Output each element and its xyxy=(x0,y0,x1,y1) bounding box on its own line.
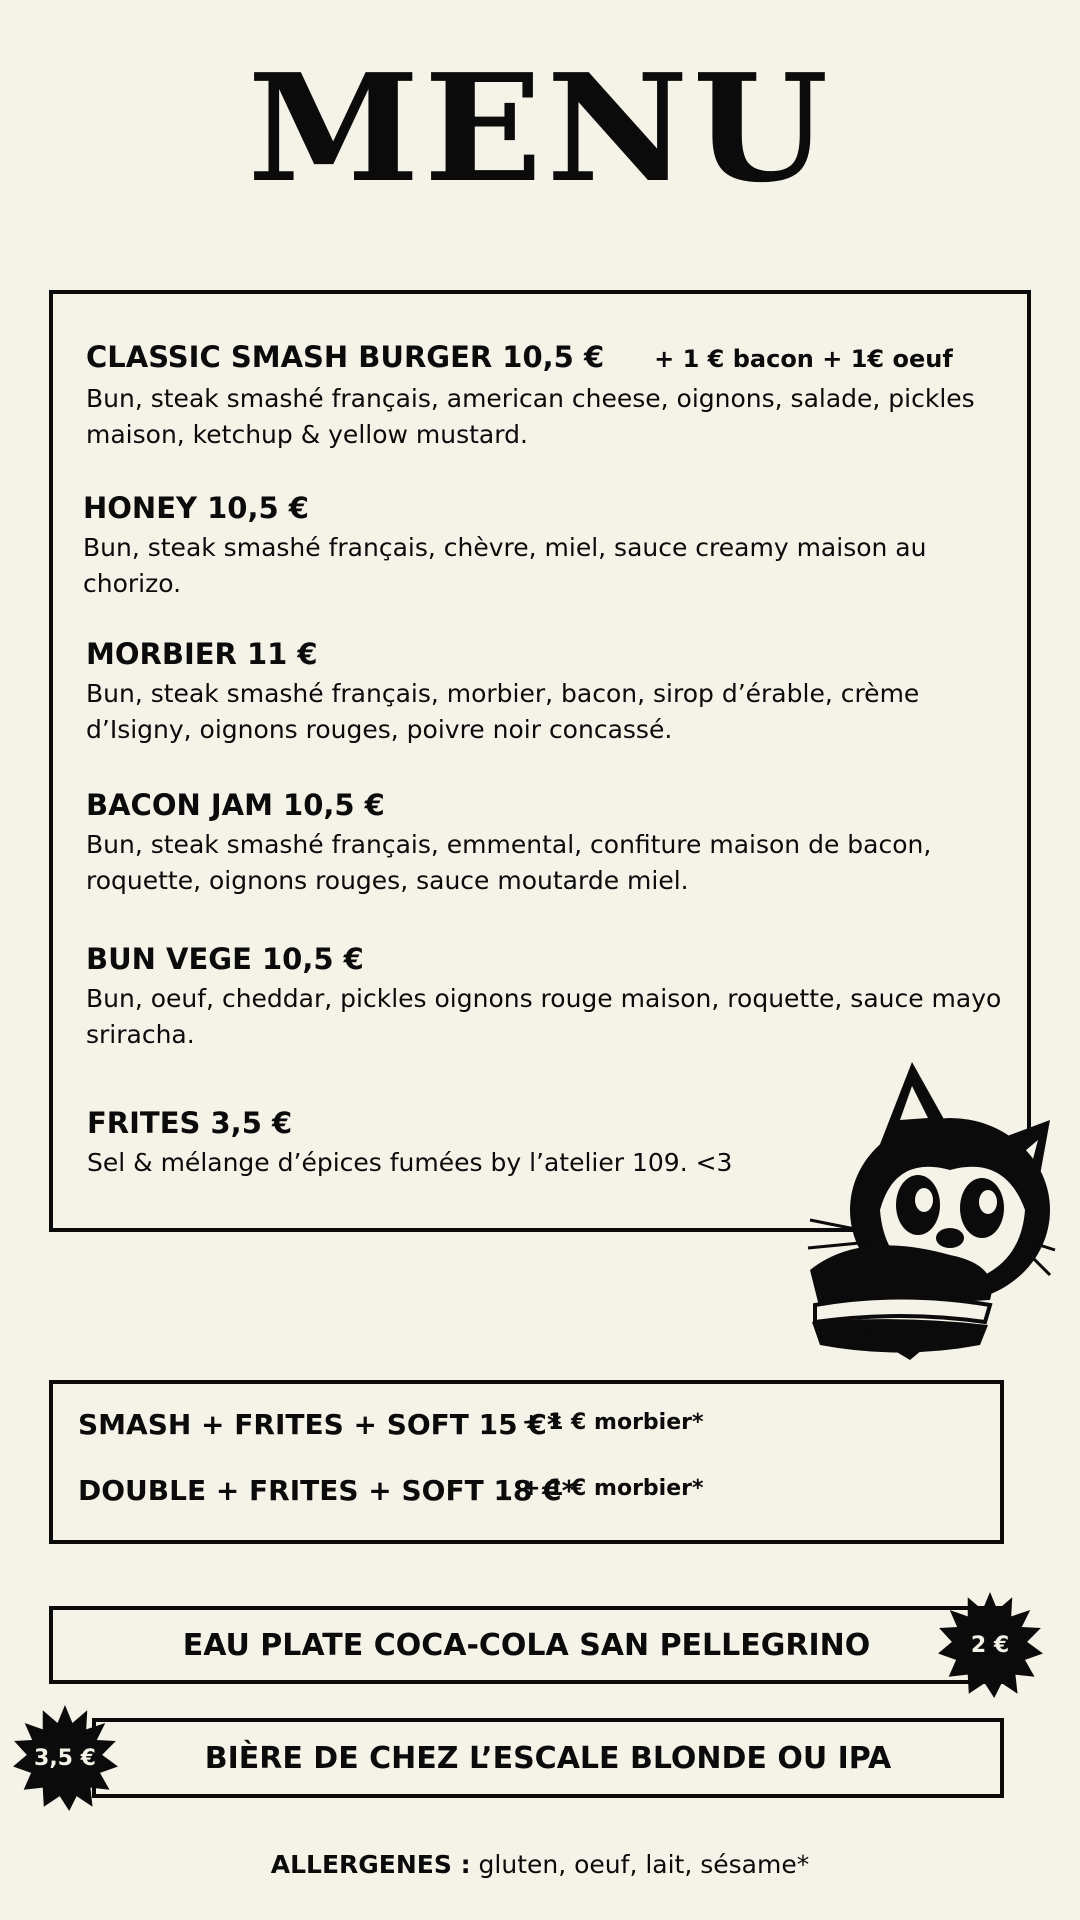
drinks-list: EAU PLATE COCA-COLA SAN PELLEGRINO xyxy=(182,1627,871,1663)
menu-item-description: Bun, steak smashé français, morbier, bacon, sirop d’érable, crème d’Isigny, oignons rouges, poivre noir concassé. xyxy=(86,679,920,744)
price-badge-drinks xyxy=(937,1592,1043,1698)
menu-item-extras: + 1 € bacon + 1€ oeuf xyxy=(654,345,953,373)
beer-text: BIÈRE DE CHEZ L’ESCALE BLONDE OU IPA xyxy=(204,1740,892,1776)
allergens-text: gluten, oeuf, lait, sésame* xyxy=(478,1850,810,1879)
formula-row xyxy=(78,1408,704,1441)
menu-item xyxy=(86,636,1006,748)
menu-item xyxy=(86,787,1006,899)
menu-item xyxy=(83,490,1003,602)
formula-row xyxy=(78,1474,704,1507)
formula-extra: + 1 € morbier* xyxy=(522,1410,704,1435)
menu-item-description: Sel & mélange d’épices fumées by l’atelier 109. <3 xyxy=(87,1148,733,1177)
menu-item-description: Bun, steak smashé français, chèvre, miel, sauce creamy maison au chorizo. xyxy=(83,533,927,598)
price-badge-beer xyxy=(12,1705,118,1811)
formula-title: SMASH + FRITES + SOFT 15 €* xyxy=(78,1408,562,1441)
menu-item-description: Bun, steak smashé français, american cheese, oignons, salade, pickles maison, ketchup & yellow mustard. xyxy=(86,384,975,449)
menu-title: MENU xyxy=(247,41,833,215)
menu-item-title: BUN VEGE 10,5 € xyxy=(86,942,364,976)
menu-item-title: MORBIER 11 € xyxy=(86,637,318,671)
menu-item-title: CLASSIC SMASH BURGER 10,5 € xyxy=(86,340,605,374)
allergens-line xyxy=(0,1850,1080,1879)
formula-box xyxy=(49,1380,1004,1544)
menu-item xyxy=(86,339,1006,453)
menu-item xyxy=(87,1105,847,1181)
formula-extra: + 1 € morbier* xyxy=(522,1476,704,1501)
menu-item-title: FRITES 3,5 € xyxy=(87,1106,293,1140)
drinks-price: 2 € xyxy=(970,1632,1010,1658)
menu-item-title: BACON JAM 10,5 € xyxy=(86,788,385,822)
beer-price: 3,5 € xyxy=(34,1745,96,1771)
allergens-label: ALLERGENES : xyxy=(270,1850,471,1879)
menu-item-description: Bun, steak smashé français, emmental, confiture maison de bacon, roquette, oignons rouges, sauce moutarde miel. xyxy=(86,830,932,895)
menu-item-title: HONEY 10,5 € xyxy=(83,491,309,525)
drinks-box xyxy=(49,1606,1004,1684)
formula-title: DOUBLE + FRITES + SOFT 18 €* xyxy=(78,1474,577,1507)
cat-eating-burger-icon xyxy=(800,1060,1060,1364)
menu-item xyxy=(86,941,1006,1053)
beer-box xyxy=(92,1718,1004,1798)
menu-item-description: Bun, oeuf, cheddar, pickles oignons rouge maison, roquette, sauce mayo sriracha. xyxy=(86,984,1002,1049)
